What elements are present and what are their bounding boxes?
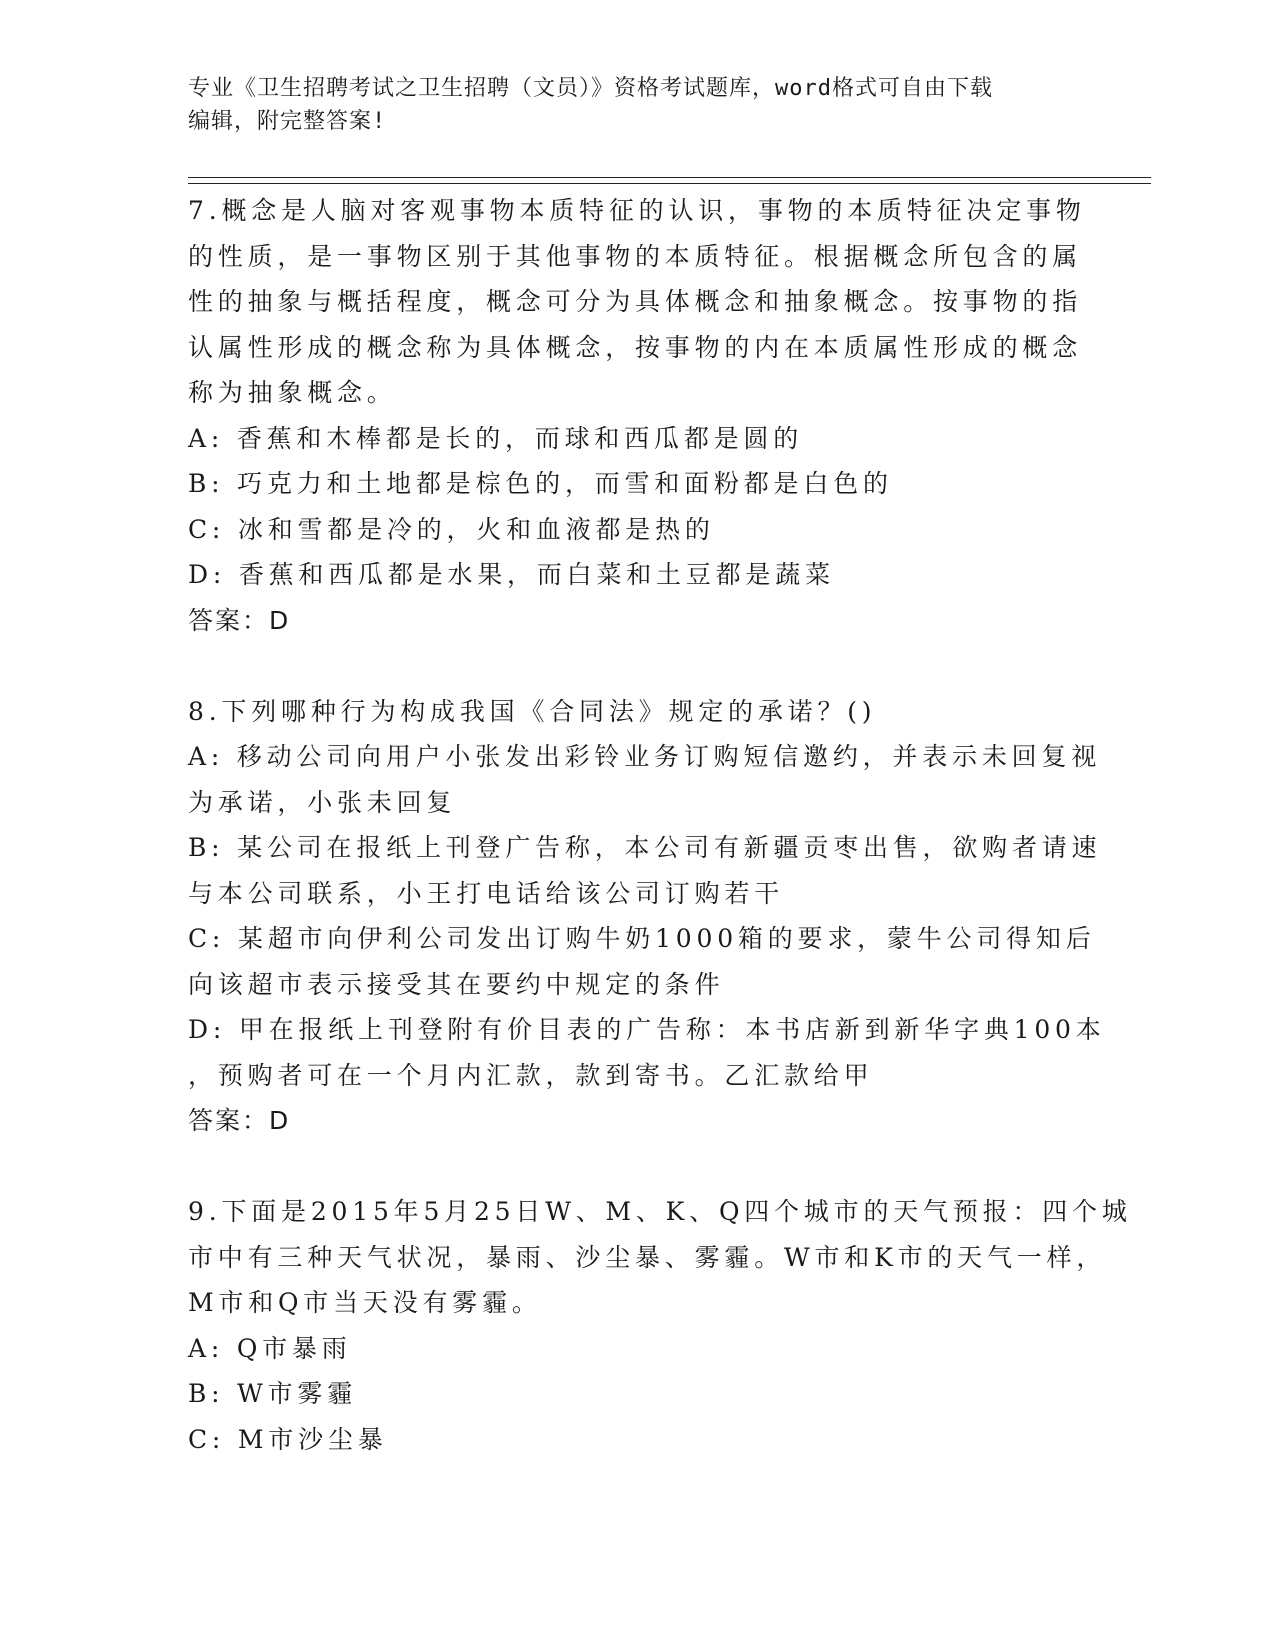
header-line-2: 编辑，附完整答案! [188,109,387,134]
question-stem-line: 8.下列哪种行为构成我国《合同法》规定的承诺？() [188,696,877,726]
option-a-continued: 为承诺，小张未回复 [188,787,457,817]
option-a: A: 移动公司向用户小张发出彩铃业务订购短信邀约，并表示未回复视 [188,742,1102,771]
option-a: A: 香蕉和木棒都是长的，而球和西瓜都是圆的 [188,423,804,453]
question-stem-line: 9.下面是2015年5月25日W、M、K、Q四个城市的天气预报：四个城 [188,1197,1132,1226]
question-stem-line: 认属性形成的概念称为具体概念，按事物的内在本质属性形成的概念 [188,332,1083,362]
option-c-continued: 向该超市表示接受其在要约中规定的条件 [188,969,725,999]
option-d: D: 甲在报纸上刊登附有价目表的广告称：本书店新到新华字典100本 [188,1015,1106,1044]
question-stem-line: 的性质，是一事物区别于其他事物的本质特征。根据概念所包含的属 [188,241,1083,271]
question-stem-line: M市和Q市当天没有雾霾。 [188,1288,542,1317]
option-b: B: 某公司在报纸上刊登广告称，本公司有新疆贡枣出售，欲购者请速 [188,833,1102,862]
question-7 [188,188,1088,643]
header-divider-bottom [188,183,1151,184]
answer-label: 答案：D [188,1106,291,1135]
option-d: D: 香蕉和西瓜都是水果，而白菜和土豆都是蔬菜 [188,560,835,589]
header-line-1: 专业《卫生招聘考试之卫生招聘（文员）》资格考试题库，word格式可自由下载 [188,76,993,101]
question-9 [188,1189,1132,1462]
question-stem-line: 市中有三种天气状况，暴雨、沙尘暴、雾霾。W市和K市的天气一样， [188,1242,1107,1272]
option-c: C: 冰和雪都是冷的，火和血液都是热的 [188,514,715,544]
question-stem-line: 性的抽象与概括程度，概念可分为具体概念和抽象概念。按事物的指 [188,287,1083,316]
question-stem-line: 称为抽象概念。 [188,378,397,407]
header-divider-top [188,177,1151,178]
question-list [188,188,1132,1462]
option-b: B: 巧克力和土地都是棕色的，而雪和面粉都是白色的 [188,469,893,498]
spacer [188,1144,1088,1190]
option-b: B: W市雾霾 [188,1379,358,1408]
answer-label: 答案：D [188,605,291,635]
question-8 [188,689,1106,1144]
option-a: A: Q市暴雨 [188,1333,352,1363]
question-stem-line: 7.概念是人脑对客观事物本质特征的认识，事物的本质特征决定事物 [188,196,1086,225]
document-header [188,72,1088,138]
option-b-continued: 与本公司联系，小王打电话给该公司订购若干 [188,878,785,908]
option-d-continued: ，预购者可在一个月内汇款，款到寄书。乙汇款给甲 [188,1060,874,1090]
option-c: C: M市沙尘暴 [188,1424,388,1454]
option-c: C: 某超市向伊利公司发出订购牛奶1000箱的要求，蒙牛公司得知后 [188,924,1096,953]
spacer [188,643,1088,689]
